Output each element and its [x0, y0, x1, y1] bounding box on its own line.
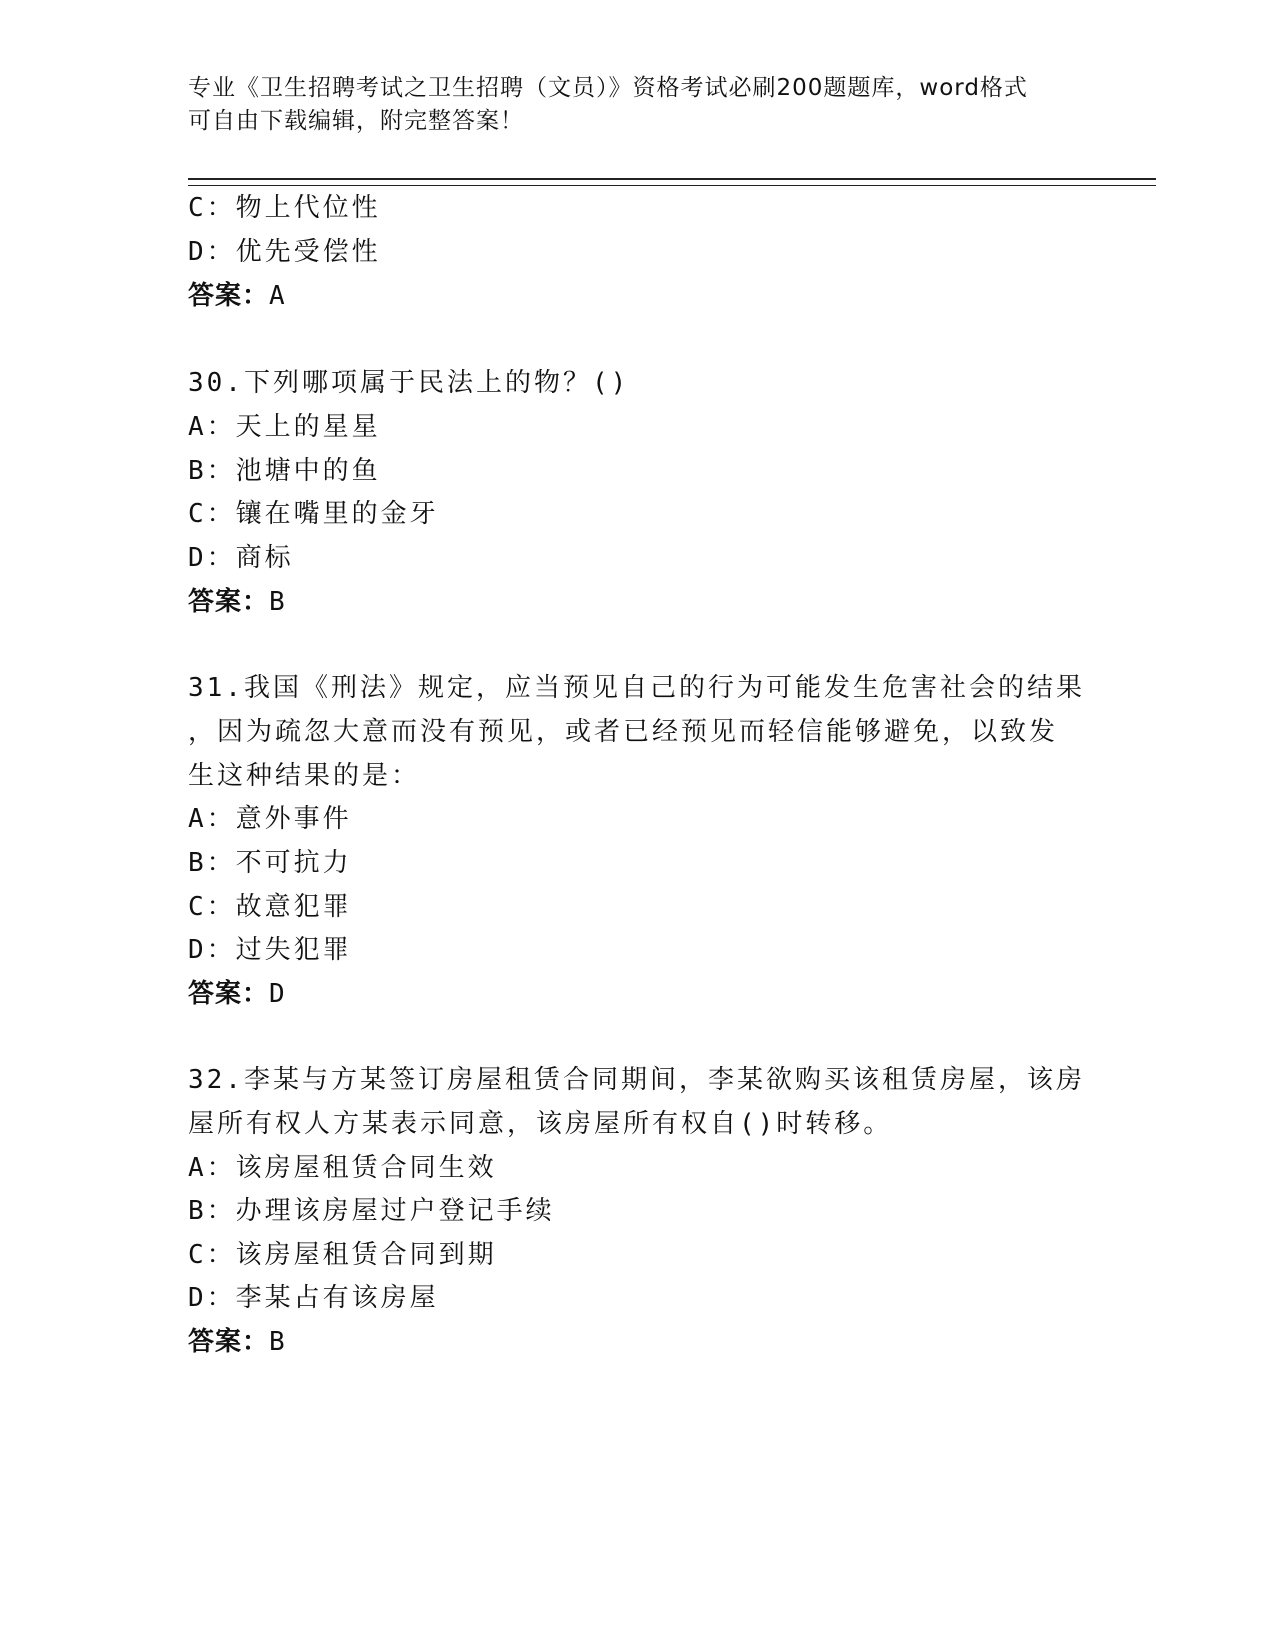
option-b: B：不可抗力	[188, 848, 352, 878]
option-c: C：物上代位性	[188, 193, 381, 223]
answer-label: 答案：	[188, 1327, 270, 1357]
option-a: A：天上的星星	[188, 412, 381, 442]
answer-value: B	[269, 587, 286, 617]
answer-line	[188, 978, 286, 1010]
answer-label: 答案：	[188, 587, 270, 617]
option-c: C：该房屋租赁合同到期	[188, 1240, 497, 1270]
option-b: B：办理该房屋过户登记手续	[188, 1196, 555, 1226]
answer-line	[188, 586, 286, 618]
answer-line	[188, 280, 286, 312]
option-d: D：李某占有该房屋	[188, 1283, 439, 1313]
option-c: C：镶在嘴里的金牙	[188, 499, 439, 529]
answer-value: B	[269, 1327, 286, 1357]
header-divider	[188, 178, 1156, 186]
answer-value: A	[269, 281, 286, 311]
answer-label: 答案：	[188, 281, 270, 311]
question-stem: 31.我国《刑法》规定，应当预见自己的行为可能发生危害社会的结果	[188, 673, 1085, 703]
answer-line	[188, 1326, 286, 1358]
option-d: D：优先受偿性	[188, 237, 381, 267]
question-stem: 32.李某与方某签订房屋租赁合同期间，李某欲购买该租赁房屋，该房	[188, 1065, 1085, 1095]
question-stem: 30.下列哪项属于民法上的物？()	[188, 368, 630, 398]
option-a: A：该房屋租赁合同生效	[188, 1153, 497, 1183]
header-line-1: 专业《卫生招聘考试之卫生招聘（文员）》资格考试必刷200题题库，word格式	[188, 75, 1028, 101]
option-b: B：池塘中的鱼	[188, 456, 381, 486]
option-a: A：意外事件	[188, 804, 352, 834]
answer-label: 答案：	[188, 979, 270, 1009]
option-d: D：过失犯罪	[188, 935, 352, 965]
option-d: D：商标	[188, 543, 294, 573]
document-header	[188, 72, 1088, 138]
answer-value: D	[269, 979, 286, 1009]
question-stem: 生这种结果的是：	[188, 761, 421, 791]
question-stem: 屋所有权人方某表示同意，该房屋所有权自()时转移。	[188, 1109, 893, 1139]
header-line-2: 可自由下载编辑，附完整答案！	[188, 108, 524, 134]
option-c: C：故意犯罪	[188, 892, 352, 922]
question-stem: ，因为疏忽大意而没有预见，或者已经预见而轻信能够避免，以致发	[188, 717, 1059, 747]
